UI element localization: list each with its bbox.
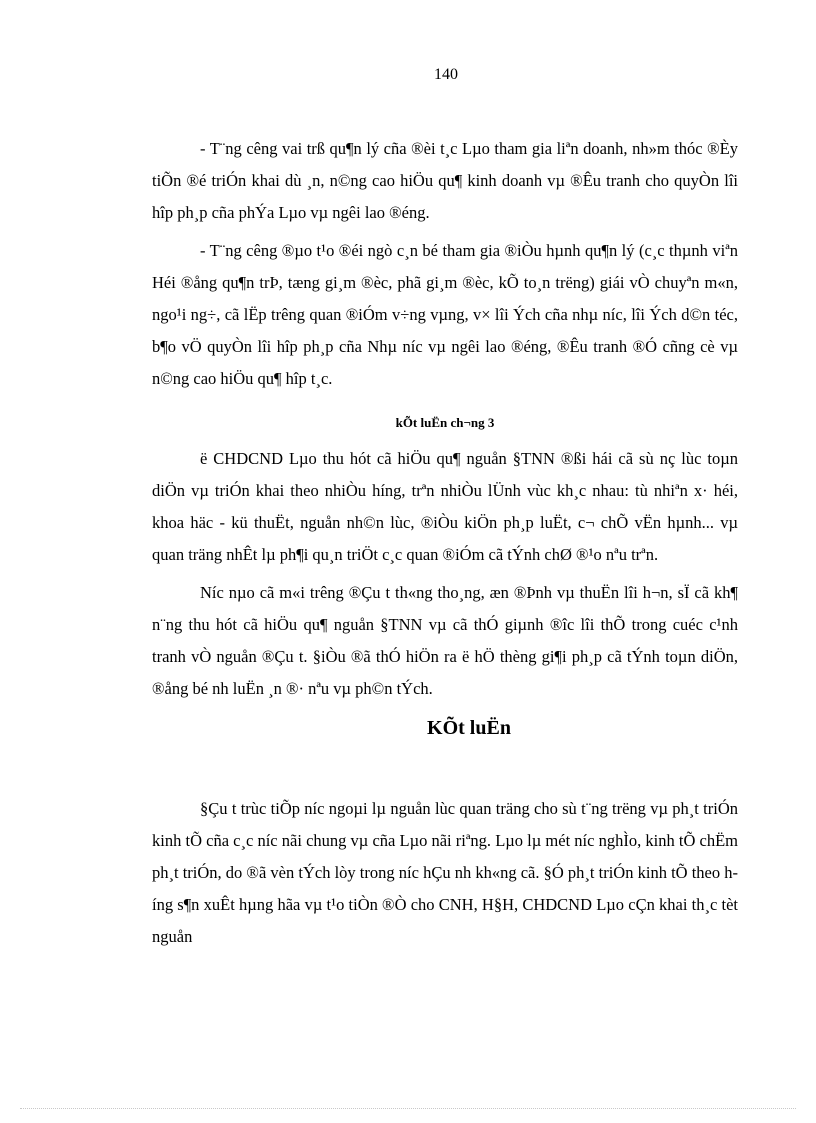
page-content [152, 133, 738, 959]
body-paragraph: - T¨ng cêng vai trß qu¶n lý cña ®èi t¸c Lµo tham gia liªn doanh, nh»m thóc ®Èy tiÕn ®é triÓn khai dù ¸n, n©ng cao hiÖu qu¶ kinh doanh vµ ®Êu tranh cho quyÒn lîi hîp ph¸p cña phÝa Lµo vµ ngêi lao ®éng. [152, 139, 738, 222]
page-bottom-divider [20, 1108, 796, 1109]
body-paragraph: §Çu t trùc tiÕp níc ngoµi lµ nguån lùc quan träng cho sù t¨ng trëng vµ ph¸t triÓn kinh tÕ cña c¸c níc nãi chung vµ cña Lµo nãi riªng. Lµo lµ mét níc nghÌo, kinh tÕ chËm ph¸t triÓn, do ®ã vèn tÝch lòy trong níc hÇu nh kh«ng cã. §Ó ph¸t triÓn kinh tÕ theo híng s¶n xuÊt hµng hãa vµ t¹o tiÒn ®Ò cho CNH, H§H, CHDCND Lµo cÇn khai th¸c tèt nguån [152, 799, 738, 946]
body-paragraph: - T¨ng cêng ®µo t¹o ®éi ngò c¸n bé tham gia ®iÒu hµnh qu¶n lý (c¸c thµnh viªn Héi ®ång qu¶n trÞ, tæng gi¸m ®èc, phã gi¸m ®èc, kÕ to¸n trëng) giái vÒ chuyªn m«n, ngo¹i ng÷, cã lËp trêng quan ®iÓm v÷ng vµng, v× lîi Ých cña nhµ níc, lîi Ých d©n téc, b¶o vÖ quyÒn lîi hîp ph¸p cña Nhµ níc vµ ngêi lao ®éng, ®Êu tranh ®Ó cñng cè vµ n©ng cao hiÖu qu¶ hîp t¸c. [152, 241, 738, 388]
chapter-conclusion-heading: kÕt luËn ch¬ng 3 [395, 415, 495, 430]
body-paragraph: ë CHDCND Lµo thu hót cã hiÖu qu¶ nguån §TNN ®ßi hái cã sù nç lùc toµn diÖn vµ triÓn khai theo nhiÒu híng, trªn nhiÒu lÜnh vùc kh¸c nhau: tù nhiªn x· héi, khoa häc - kü thuËt, nguån nh©n lùc, ®iÒu kiÖn ph¸p luËt, c¬ chÕ vËn hµnh... vµ quan träng nhÊt lµ ph¶i qu¸n triÖt c¸c quan ®iÓm cã tÝnh chØ ®¹o nªu trªn. [152, 449, 738, 564]
conclusion-title: KÕt luËn [427, 717, 511, 739]
body-paragraph: Níc nµo cã m«i trêng ®Çu t th«ng tho¸ng, æn ®Þnh vµ thuËn lîi h¬n, sÏ cã kh¶ n¨ng thu hót cã hiÖu qu¶ nguån §TNN vµ cã thÓ giµnh ®îc lîi thÕ trong cuéc c¹nh tranh vÒ nguån ®Çu t. §iÒu ®ã thÓ hiÖn ra ë hÖ thèng gi¶i ph¸p cã tÝnh toµn diÖn, ®ång bé nh luËn ¸n ®· nªu vµ ph©n tÝch. [152, 583, 738, 698]
page-number: 140 [434, 66, 458, 83]
